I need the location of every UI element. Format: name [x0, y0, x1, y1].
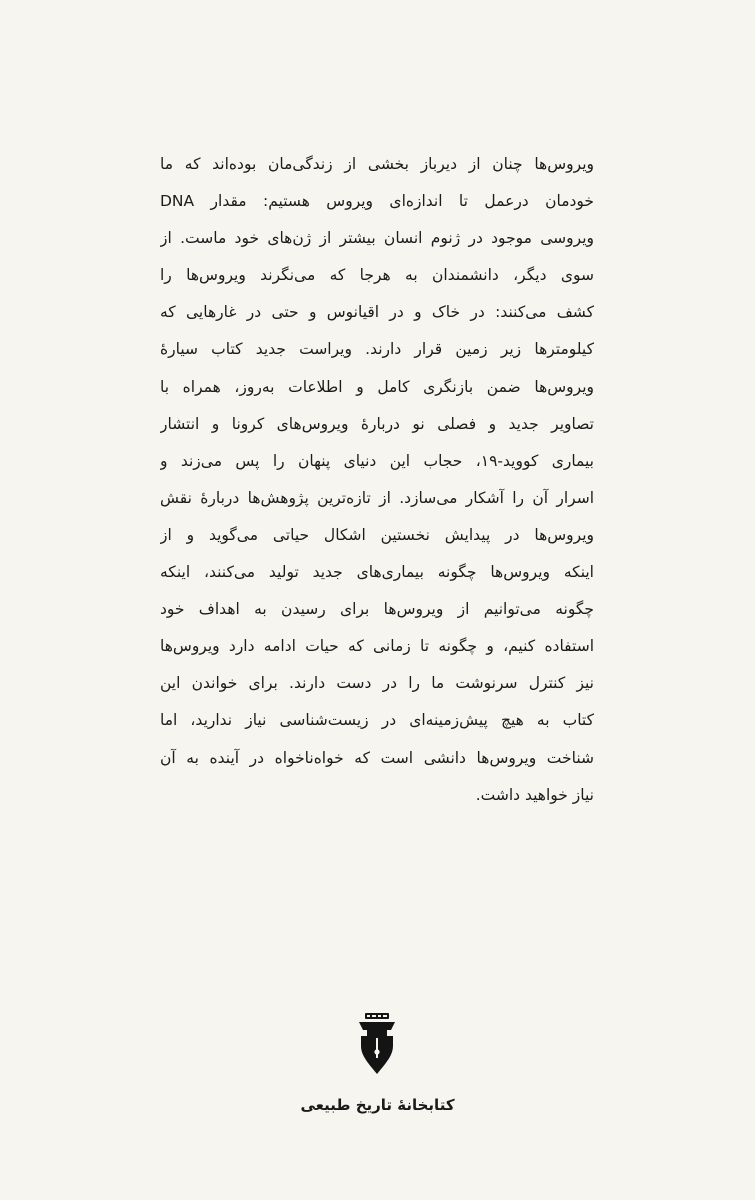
blurb-line: ویروس‌ها ضمن بازنگری کامل و اطلاعات به‌روز، همراه با: [160, 377, 594, 396]
pen-nib-logo-icon: [345, 1012, 409, 1076]
blurb-line: ویروسی موجود در ژنوم انسان بیشتر از ژن‌های خود ماست. از: [160, 229, 594, 248]
blurb-line: کتاب به هیچ پیش‌زمینه‌ای در زیست‌شناسی نیاز ندارید، اما: [160, 711, 594, 730]
blurb-line: چگونه می‌توانیم از ویروس‌ها برای رسیدن به اهداف خود: [160, 600, 594, 619]
blurb-line: اسرار آن را آشکار می‌سازد. از تازه‌ترین پژوهش‌ها دربارهٔ نقش: [160, 488, 594, 507]
blurb-line: اینکه ویروس‌ها چگونه بیماری‌های جدید تولید می‌کنند، اینکه: [160, 563, 594, 582]
blurb-line: کشف می‌کنند: در خاک و در اقیانوس و حتی در غارهایی که: [160, 303, 594, 322]
blurb-line: نیز کنترل سرنوشت ما را در دست دارند. برای خواندن این: [160, 674, 594, 693]
publisher-series-name: کتابخانهٔ تاریخ طبیعی: [300, 1096, 455, 1114]
blurb-line: ویروس‌ها چنان از دیرباز بخشی از زندگی‌مان بوده‌اند که ما: [160, 155, 594, 173]
blurb-line: استفاده کنیم، و چگونه تا زمانی که حیات ادامه دارد ویروس‌ها: [160, 637, 594, 656]
blurb-line: شناخت ویروس‌ها دانشی است که خواه‌ناخواه در آینده به آن: [160, 748, 594, 767]
back-cover-blurb: [160, 146, 594, 814]
blurb-line: نیاز خواهید داشت.: [475, 785, 594, 804]
blurb-line: کیلومترها زیر زمین قرار دارند. ویراست جدید کتاب سیارهٔ: [160, 340, 594, 359]
blurb-line: ویروس‌ها در پیدایش نخستین اشکال حیاتی می‌گوید و از: [160, 525, 594, 544]
blurb-line: تصاویر جدید و فصلی نو دربارهٔ ویروس‌های کرونا و انتشار: [160, 414, 594, 433]
blurb-line: خودمان درعمل تا اندازه‌ای ویروس هستیم: مقدار DNA: [160, 192, 594, 211]
blurb-line: سوی دیگر، دانشمندان به هرجا که می‌نگرند ویروس‌ها را: [160, 266, 594, 285]
blurb-line: بیماری کووید-۱۹، حجاب این دنیای پنهان را پس می‌زند و: [160, 451, 594, 470]
